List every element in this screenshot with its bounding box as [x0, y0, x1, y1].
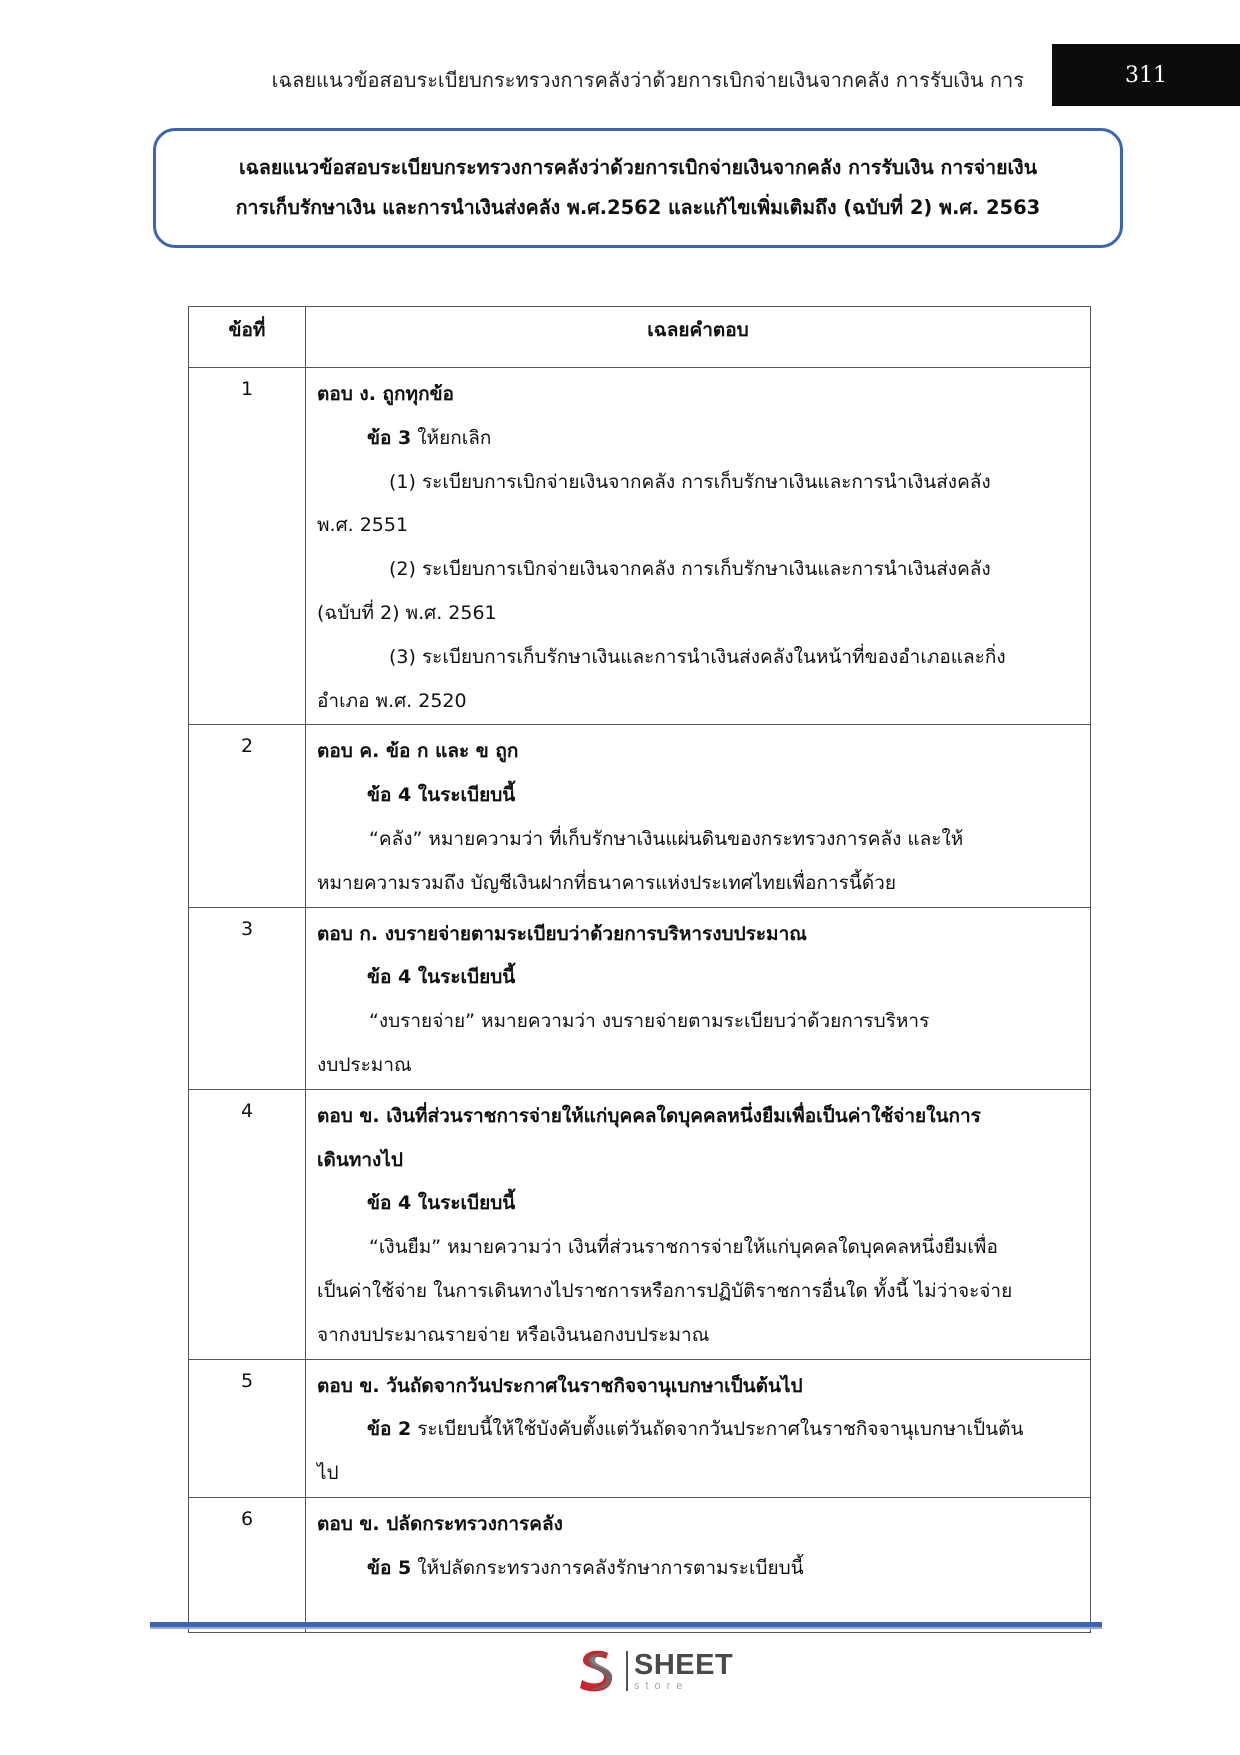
explanation-line: จากงบประมาณรายจ่าย หรือเงินนอกงบประมาณ [317, 1323, 710, 1346]
answer-choice: ตอบ ก. งบรายจ่ายตามระเบียบว่าด้วยการบริหารงบประมาณ [317, 922, 807, 945]
reference-text: ระเบียบนี้ให้ใช้บังคับตั้งแต่วันถัดจากวันประกาศในราชกิจจานุเบกษาเป็นต้น [411, 1418, 1024, 1441]
reference-text: ให้ปลัดกระทรวงการคลังรักษาการตามระเบียบนี้ [411, 1556, 804, 1579]
answer-choice: ตอบ ข. วันถัดจากวันประกาศในราชกิจจานุเบกษาเป็นต้นไป [317, 1374, 803, 1397]
question-number: 1 [189, 368, 306, 725]
table-row [189, 368, 1091, 725]
answer-choice: ตอบ ข. เงินที่ส่วนราชการจ่ายให้แก่บุคคลใดบุคคลหนึ่งยืมเพื่อเป็นค่าใช้จ่ายในการ [317, 1104, 981, 1127]
explanation-line: ไป [317, 1462, 339, 1485]
explanation-line: อำเภอ พ.ศ. 2520 [317, 689, 467, 712]
answer-cell [306, 1359, 1091, 1497]
regulation-reference [317, 417, 1080, 461]
reference-clause: ข้อ 2 [367, 1418, 412, 1441]
answer-cell [306, 907, 1091, 1089]
regulation-reference [317, 1408, 1080, 1452]
sheet-store-logo-icon [574, 1647, 620, 1695]
regulation-reference [317, 1547, 1080, 1591]
question-number: 5 [189, 1359, 306, 1497]
table-row [189, 1497, 1091, 1632]
column-header-answer: เฉลยคำตอบ [306, 307, 1091, 368]
document-title-box [153, 128, 1123, 248]
footer-rule [150, 1622, 1102, 1629]
answer-cell [306, 725, 1091, 907]
regulation-reference: ข้อ 4 ในระเบียบนี้ [367, 1192, 516, 1215]
question-number: 3 [189, 907, 306, 1089]
answer-choice-continued: เดินทางไป [317, 1148, 403, 1171]
answer-table [188, 306, 1091, 1633]
logo-word: SHEET [634, 1648, 734, 1681]
column-header-number: ข้อที่ [189, 307, 306, 368]
answer-choice: ตอบ ง. ถูกทุกข้อ [317, 383, 454, 405]
answer-cell [306, 1497, 1091, 1632]
explanation-line: งบประมาณ [317, 1053, 412, 1076]
explanation-line: เป็นค่าใช้จ่าย ในการเดินทางไปราชการหรือการปฏิบัติราชการอื่นใด ทั้งนี้ ไม่ว่าจะจ่าย [317, 1279, 1013, 1302]
document-title-line-2: การเก็บรักษาเงิน และการนำเงินส่งคลัง พ.ศ.2562 และแก้ไขเพิ่มเติมถึง (ฉบับที่ 2) พ.ศ. 2563 [235, 196, 1041, 219]
explanation-line: “เงินยืม” หมายความว่า เงินที่ส่วนราชการจ่ายให้แก่บุคคลใดบุคคลหนึ่งยืมเพื่อ [369, 1236, 998, 1259]
sheet-store-logo [574, 1646, 744, 1696]
reference-clause: ข้อ 3 [367, 426, 412, 449]
regulation-reference: ข้อ 4 ในระเบียบนี้ [367, 784, 516, 807]
explanation-line: “งบรายจ่าย” หมายความว่า งบรายจ่ายตามระเบียบว่าด้วยการบริหาร [369, 1010, 930, 1033]
page-number: 311 [1052, 44, 1240, 106]
reference-clause: ข้อ 5 [367, 1556, 412, 1579]
answer-cell [306, 368, 1091, 725]
logo-separator [626, 1651, 628, 1691]
answer-choice: ตอบ ข. ปลัดกระทรวงการคลัง [317, 1512, 563, 1535]
answer-choice: ตอบ ค. ข้อ ก และ ข ถูก [317, 740, 519, 763]
table-row [189, 725, 1091, 907]
question-number: 4 [189, 1089, 306, 1359]
explanation-line: (3) ระเบียบการเก็บรักษาเงินและการนำเงินส่งคลังในหน้าที่ของอำเภอและกิ่ง [389, 645, 1006, 668]
answer-cell [306, 1089, 1091, 1359]
logo-subword: store [634, 1679, 689, 1692]
table-row [189, 907, 1091, 1089]
question-number: 2 [189, 725, 306, 907]
question-number: 6 [189, 1497, 306, 1632]
regulation-reference: ข้อ 4 ในระเบียบนี้ [367, 966, 516, 989]
running-header: เฉลยแนวข้อสอบระเบียบกระทรวงการคลังว่าด้วยการเบิกจ่ายเงินจากคลัง การรับเงิน การ [271, 68, 1024, 92]
explanation-line: พ.ศ. 2551 [317, 514, 409, 537]
explanation-line: “คลัง” หมายความว่า ที่เก็บรักษาเงินแผ่นดินของกระทรวงการคลัง และให้ [369, 827, 964, 850]
reference-text: ให้ยกเลิก [411, 426, 492, 449]
explanation-line: หมายความรวมถึง บัญชีเงินฝากที่ธนาคารแห่งประเทศไทยเพื่อการนี้ด้วย [317, 871, 896, 894]
table-row [189, 1359, 1091, 1497]
logo-text [634, 1648, 734, 1692]
explanation-line: (1) ระเบียบการเบิกจ่ายเงินจากคลัง การเก็บรักษาเงินและการนำเงินส่งคลัง [389, 470, 991, 493]
explanation-line: (ฉบับที่ 2) พ.ศ. 2561 [317, 601, 497, 624]
table-row [189, 1089, 1091, 1359]
explanation-line: (2) ระเบียบการเบิกจ่ายเงินจากคลัง การเก็บรักษาเงินและการนำเงินส่งคลัง [389, 558, 991, 581]
document-title-line-1: เฉลยแนวข้อสอบระเบียบกระทรวงการคลังว่าด้วยการเบิกจ่ายเงินจากคลัง การรับเงิน การจ่ายเงิน [238, 156, 1038, 179]
table-header-row [189, 307, 1091, 368]
